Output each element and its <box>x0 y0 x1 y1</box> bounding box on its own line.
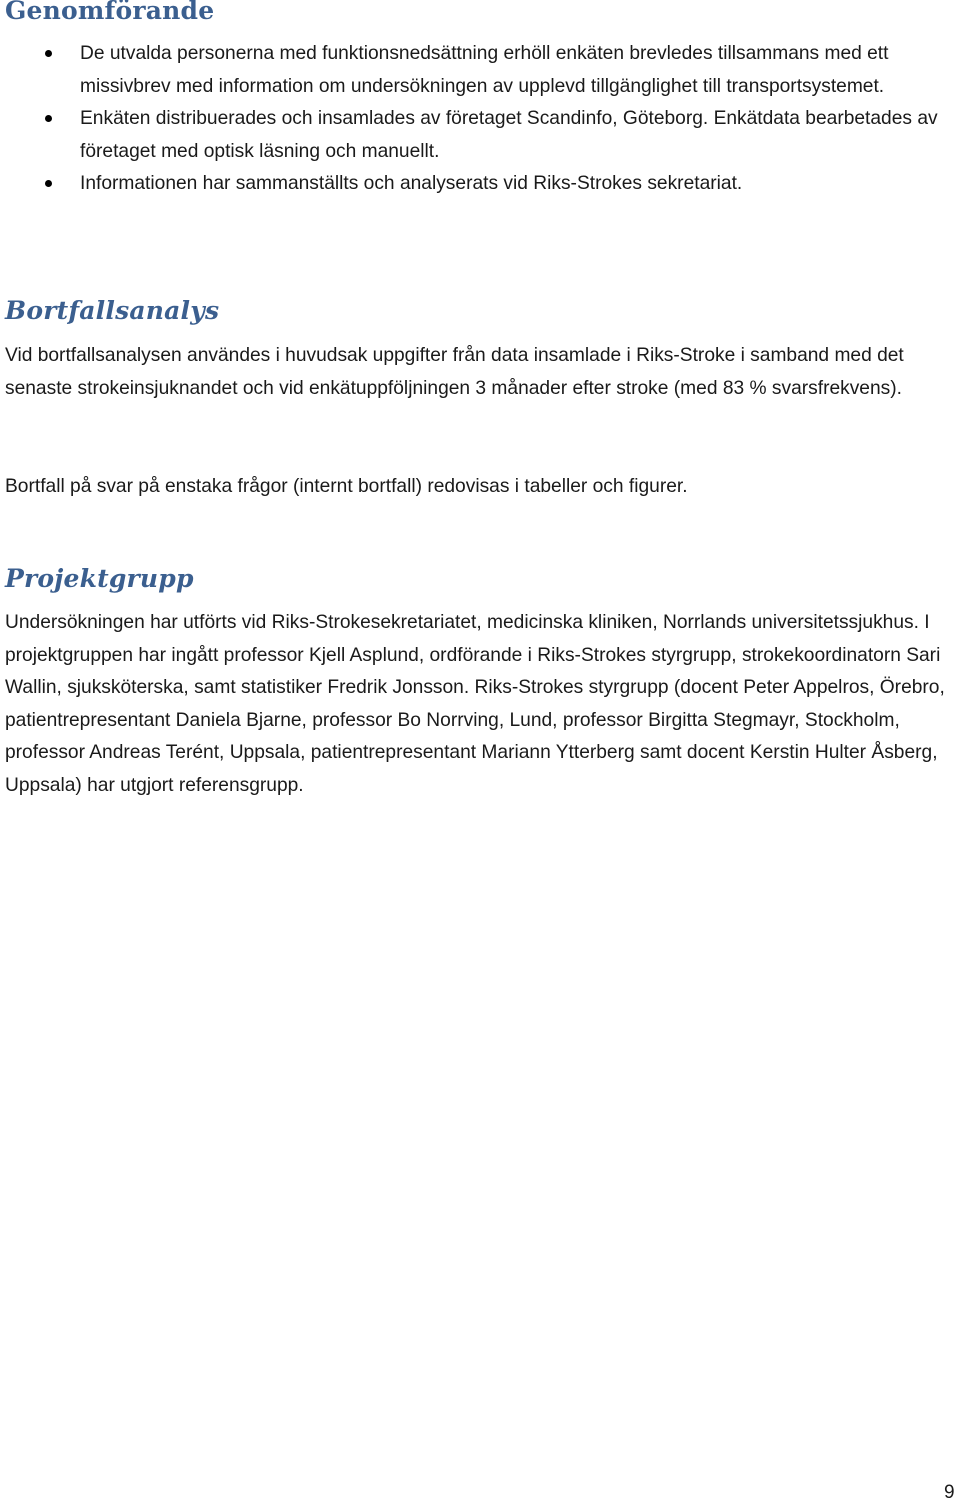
bullet-text: De utvalda personerna med funktionsnedsättning erhöll enkäten brevledes tillsammans med ett missivbrev med information om undersökningen av upplevd tillgänglighet till transportsystemet. <box>80 43 889 97</box>
section-heading-genomforande: Genomförande <box>5 0 215 25</box>
bullet-list-genomforande <box>0 38 960 201</box>
bullet-dot-icon <box>45 115 52 122</box>
section-heading-projektgrupp: Projektgrupp <box>5 564 194 593</box>
bullet-dot-icon <box>45 50 52 57</box>
page-number: 9 <box>944 1482 955 1503</box>
paragraph-projektgrupp: Undersökningen har utförts vid Riks-Strokesekretariatet, medicinska kliniken, Norrlands universitetssjukhus. I projektgruppen har ingått professor Kjell Asplund, ordförande i Riks-Strokes styrgrupp, strokekoordinatorn Sari Wallin, sjuksköterska, samt statistiker Fredrik Jonsson. Riks-Strokes styrgrupp (docent Peter Appelros, Örebro, patientrepresentant Daniela Bjarne, professor Bo Norrving, Lund, professor Birgitta Stegmayr, Stockholm, professor Andreas Terént, Uppsala, patientrepresentant Mariann Ytterberg samt docent Kerstin Hulter Åsberg, Uppsala) har utgjort referensgrupp. <box>5 612 945 796</box>
bullet-dot-icon <box>45 180 52 187</box>
bullet-item <box>0 103 960 168</box>
bullet-item <box>0 168 960 201</box>
bullet-item <box>0 38 960 103</box>
bullet-text: Enkäten distribuerades och insamlades av företaget Scandinfo, Göteborg. Enkätdata bearbetades av företaget med optisk läsning och manuellt. <box>80 108 938 162</box>
section-heading-bortfallsanalys: Bortfallsanalys <box>5 296 220 325</box>
paragraph-bortfallsanalys-2: Bortfall på svar på enstaka frågor (internt bortfall) redovisas i tabeller och figurer. <box>5 476 688 497</box>
bullet-text: Informationen har sammanställts och analyserats vid Riks-Strokes sekretariat. <box>80 173 743 194</box>
paragraph-bortfallsanalys-1: Vid bortfallsanalysen användes i huvudsak uppgifter från data insamlade i Riks-Stroke i samband med det senaste strokeinsjuknandet och vid enkätuppföljningen 3 månader efter stroke (med 83 % svarsfrekvens). <box>5 345 904 399</box>
